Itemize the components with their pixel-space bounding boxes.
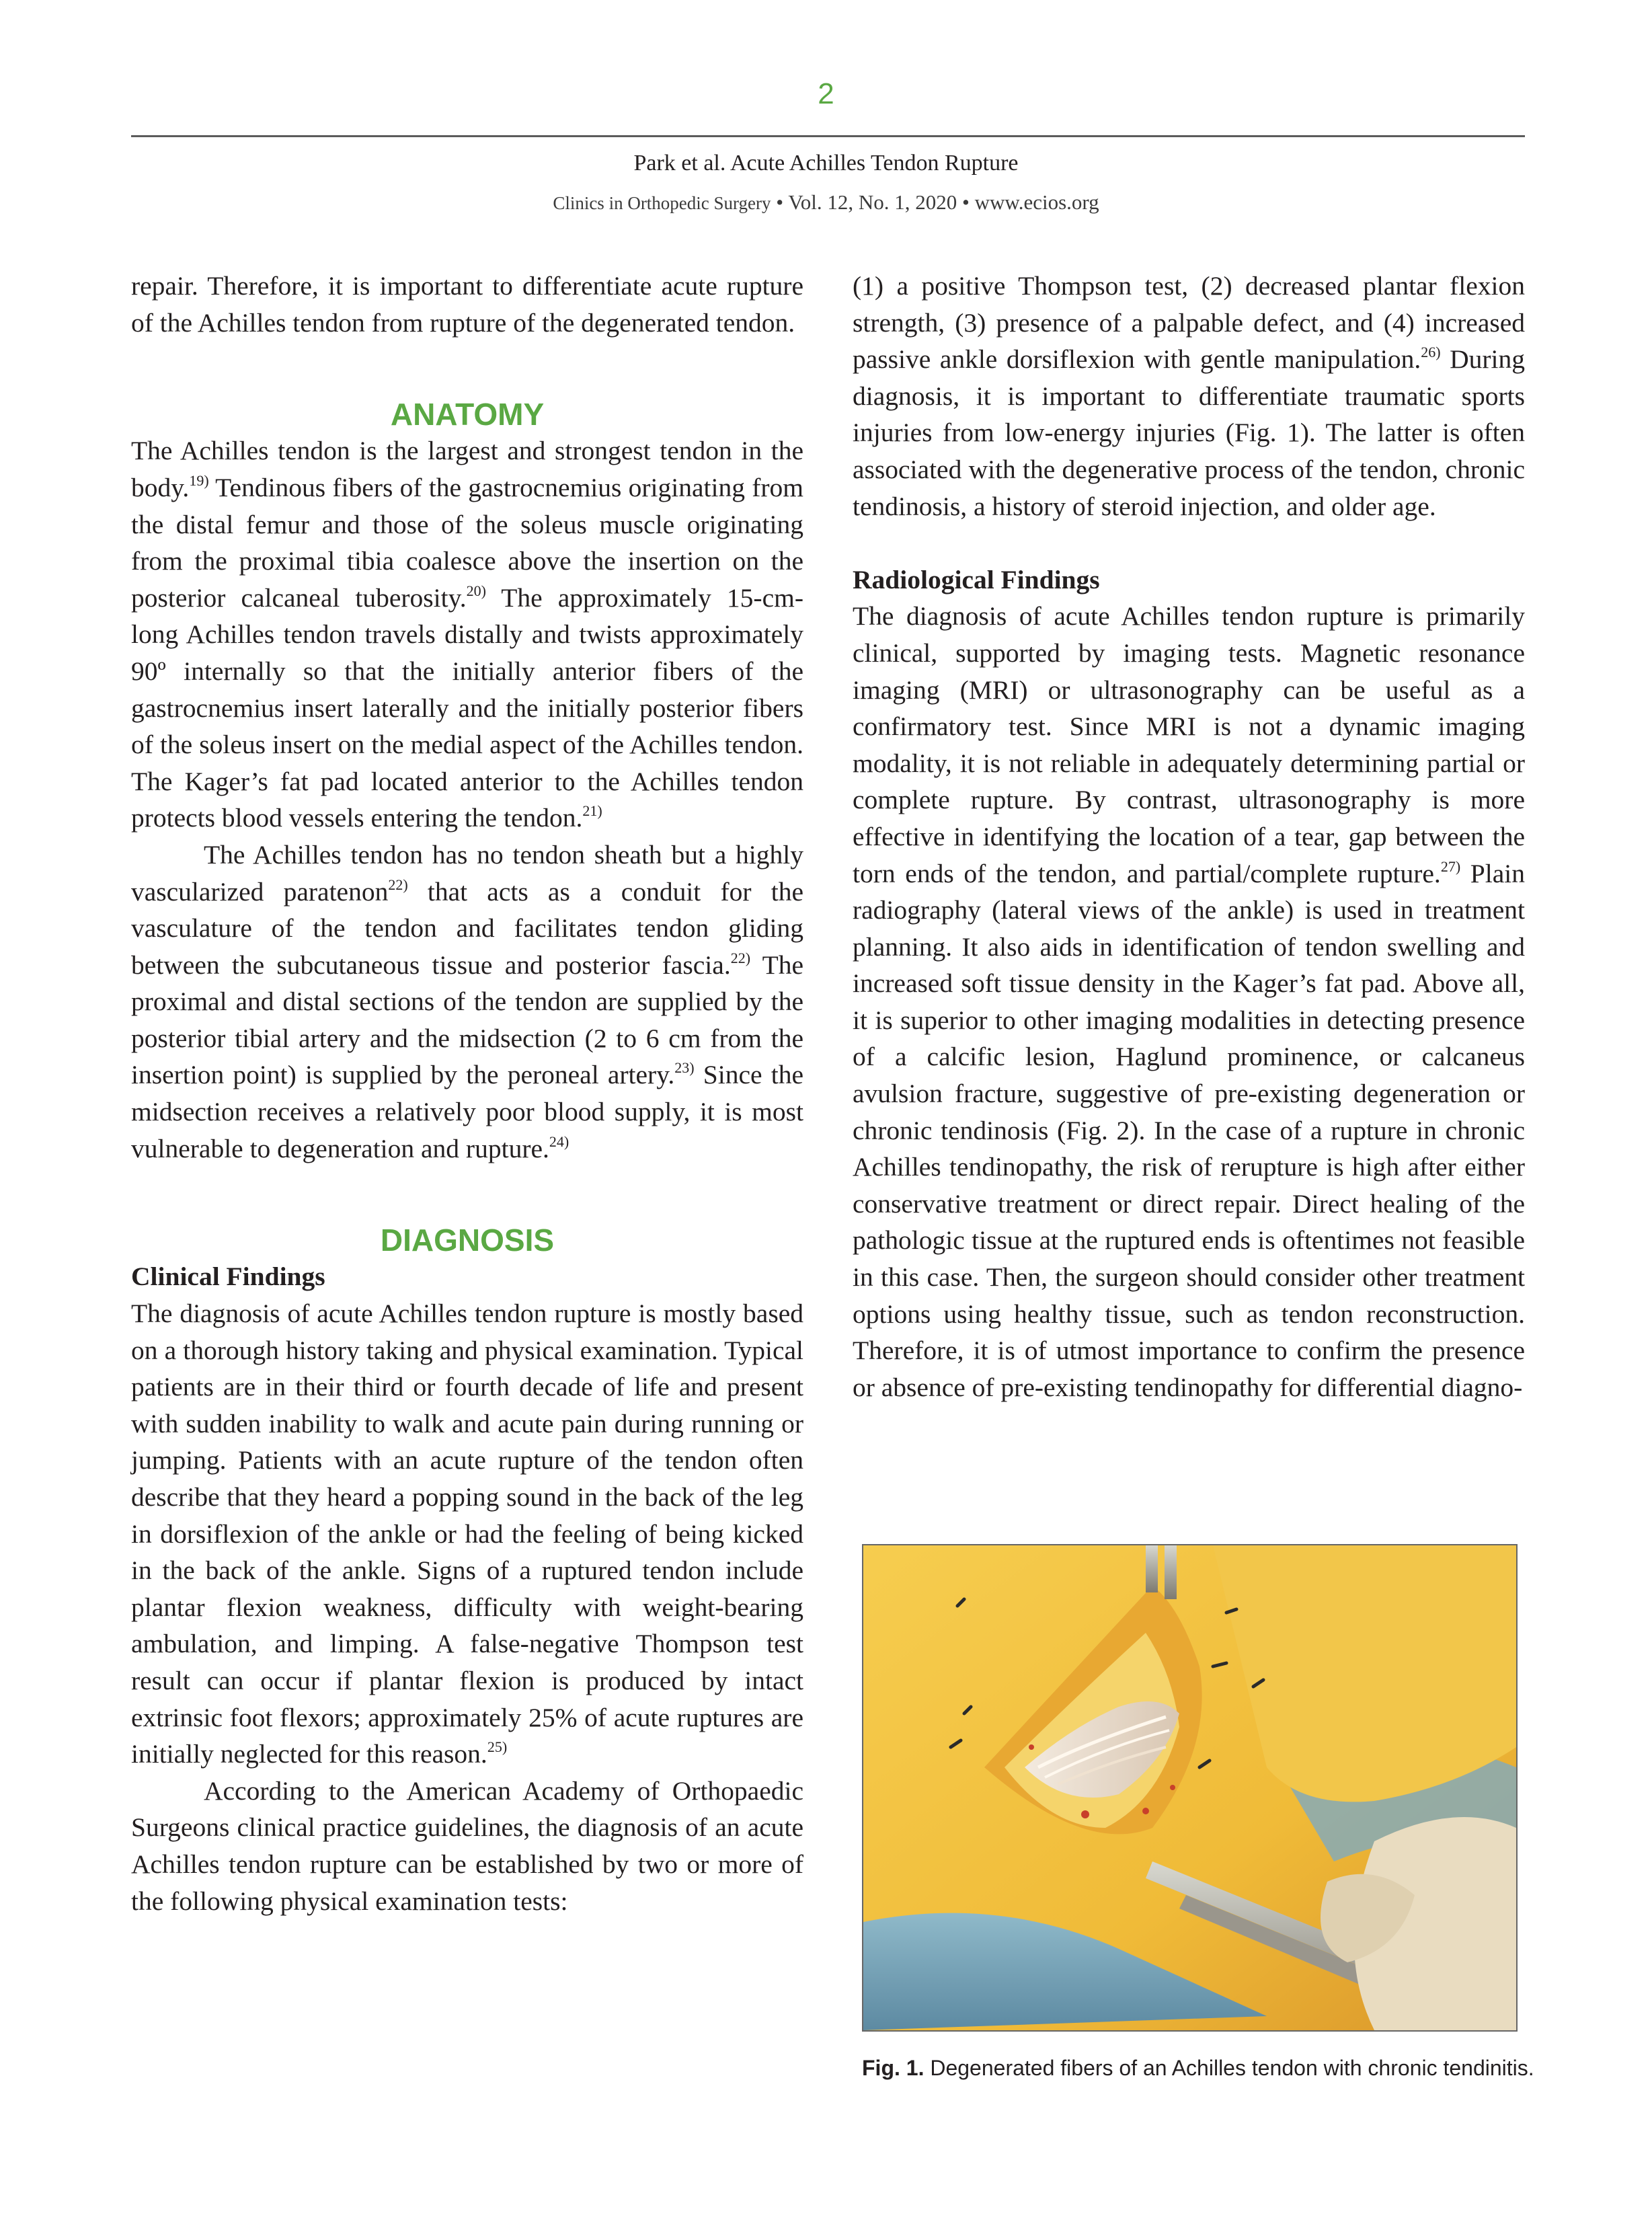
journal-name: Clinics in Orthopedic Surgery xyxy=(553,193,771,213)
anatomy-paragraph-2 xyxy=(131,837,803,1167)
surgical-photo-illustration xyxy=(863,1545,1516,2030)
anatomy-heading: ANATOMY xyxy=(390,396,545,432)
intro-paragraph: repair. Therefore, it is important to differentiate acute rupture of the Achilles tendon from rupture of the degenerated tendon. xyxy=(131,271,803,338)
clinical-paragraph-2: According to the American Academy of Orthopaedic Surgeons clinical practice guidelines, the diagnosis of an acute Achilles tendon rupture can be established by two or more of the following physical examination tests: xyxy=(131,1775,803,1916)
left-column xyxy=(131,268,803,1919)
journal-line xyxy=(0,190,1652,215)
citation-ref: 23) xyxy=(674,1059,695,1077)
radiological-findings-heading: Radiological Findings xyxy=(853,564,1100,594)
text-run: The diagnosis of acute Achilles tendon rupture is primarily clinical, supported by imaging tests. Magnetic resonance imaging (MRI) or ultrasonography can be useful as a confirmatory test. Since MRI is not a dynamic imaging modality, it is not reliable in adequately determining partial or complete rupture. By contrast, ultrasonography is more effective in identifying the location of a tear, gap between the torn ends of the tendon, and partial/complete rupture. xyxy=(853,601,1525,888)
text-run: During diagnosis, it is important to differentiate traumatic sports injuries from low-energy injuries (Fig. 1). The latter is often associated with the degenerative process of the tendon, chronic tendinosis, a history of steroid injection, and older age. xyxy=(853,344,1525,521)
spacer xyxy=(131,378,803,396)
text-run: Since the midsection receives a relatively poor blood supply, it is most vulnerable to degeneration and rupture. xyxy=(131,1060,804,1163)
caption-text: Degenerated fibers of an Achilles tendon with chronic tendinitis. xyxy=(924,2056,1534,2080)
caption-label: Fig. 1. xyxy=(862,2056,925,2080)
anatomy-paragraph-1 xyxy=(131,432,803,837)
citation-ref: 24) xyxy=(549,1132,569,1150)
text-run: Plain radiography (lateral views of the ankle) is used in treatment planning. It also aids in identification of tendon swelling and increased soft tissue density in the Kager’s fat pad. Above all, it is superior to other imaging modalities in detecting presence of a calcific lesion, Haglund prominence, or calcaneus avulsion fracture, suggestive of pre-existing degeneration or chronic tendinosis (Fig. 2). In the case of a rupture in chronic Achilles tendinopathy, the risk of rerupture is high after either conservative treatment or direct repair. Direct healing of the pathologic tissue at the ruptured ends is oftentimes not feasible in this case. Then, the surgeon should consider other treatment options using healthy tissue, such as tendon reconstruction. Therefore, it is of utmost importance to confirm the presence or absence of pre-existing tendinopathy for differential diagno- xyxy=(853,858,1525,1402)
spacer xyxy=(131,1167,803,1204)
text-run: (1) a positive Thompson test, (2) decreased plantar flexion strength, (3) presence of a palpable defect, and (4) increased passive ankle dorsiflexion with gentle manipulation. xyxy=(853,271,1525,375)
spacer xyxy=(131,1204,803,1222)
figure-1-caption xyxy=(862,2055,1534,2081)
citation-ref: 19) xyxy=(189,471,209,489)
citation-ref: 22) xyxy=(388,876,408,893)
header-rule xyxy=(131,135,1525,137)
text-run: The Achilles tendon has no tendon sheath but a highly vascularized paratenon xyxy=(131,839,803,907)
text-run: The Achilles tendon is the largest and strongest tendon in the body. xyxy=(131,436,803,502)
clinical-paragraph-1 xyxy=(131,1295,803,1773)
text-run: Tendinous fibers of the gastrocnemius originating from the distal femur and those of the soleus muscle originating from the proximal tibia coalesce above the insertion on the posterior calcaneal tuberosity. xyxy=(131,472,803,613)
citation-ref: 22) xyxy=(730,949,751,966)
text-run: The proximal and distal sections of the tendon are supplied by the posterior tibial artery and the midsection (2 to 6 cm from the insertion point) is supplied by the peroneal artery. xyxy=(131,950,804,1090)
radiological-paragraph xyxy=(853,598,1525,1406)
running-title: Park et al. Acute Achilles Tendon Rupture xyxy=(633,151,1019,176)
clinical-findings-heading: Clinical Findings xyxy=(131,1262,325,1292)
right-column xyxy=(853,268,1525,1406)
journal-details: • Vol. 12, No. 1, 2020 • www.ecios.org xyxy=(771,190,1099,214)
figure-1-photo xyxy=(862,1544,1518,2032)
citation-ref: 20) xyxy=(466,582,486,599)
spacer xyxy=(853,525,1525,562)
diagnosis-heading: DIAGNOSIS xyxy=(380,1222,555,1258)
text-run: that acts as a conduit for the vasculature of the tendon and facilitates tendon gliding between the subcutaneous tissue and posterior fascia. xyxy=(131,876,804,980)
text-run: The approximately 15-cm-long Achilles tendon travels distally and twists approximately 90º internally so that the initially anterior fibers of the gastrocnemius insert laterally and the initially posterior fibers of the soleus insert on the medial aspect of the Achilles tendon. The Kager’s fat pad located anterior to the Achilles tendon protects blood vessels entering the tendon. xyxy=(131,582,803,833)
text-run: The diagnosis of acute Achilles tendon rupture is mostly based on a thorough history taking and physical examination. Typical patients are in their third or fourth decade of life and present with sudden inability to walk and acute pain during running or jumping. Patients with an acute rupture of the tendon often describe that they heard a popping sound in the back of the leg in dorsiflexion of the ankle or had the feeling of being kicked in the back of the ankle. Signs of a ruptured tendon include plantar flexion weakness, difficulty with weight-bearing ambulation, and limping. A false-negative Thompson test result can occur if plantar flexion is produced by intact extrinsic foot flexors; approximately 25% of acute ruptures are initially neglected for this reason. xyxy=(131,1299,803,1769)
page-number: 2 xyxy=(818,77,834,110)
citation-ref: 26) xyxy=(1421,344,1441,361)
citation-ref: 21) xyxy=(582,802,602,820)
spacer xyxy=(131,341,803,378)
continued-paragraph xyxy=(853,268,1525,525)
citation-ref: 27) xyxy=(1440,857,1461,875)
citation-ref: 25) xyxy=(487,1738,508,1756)
